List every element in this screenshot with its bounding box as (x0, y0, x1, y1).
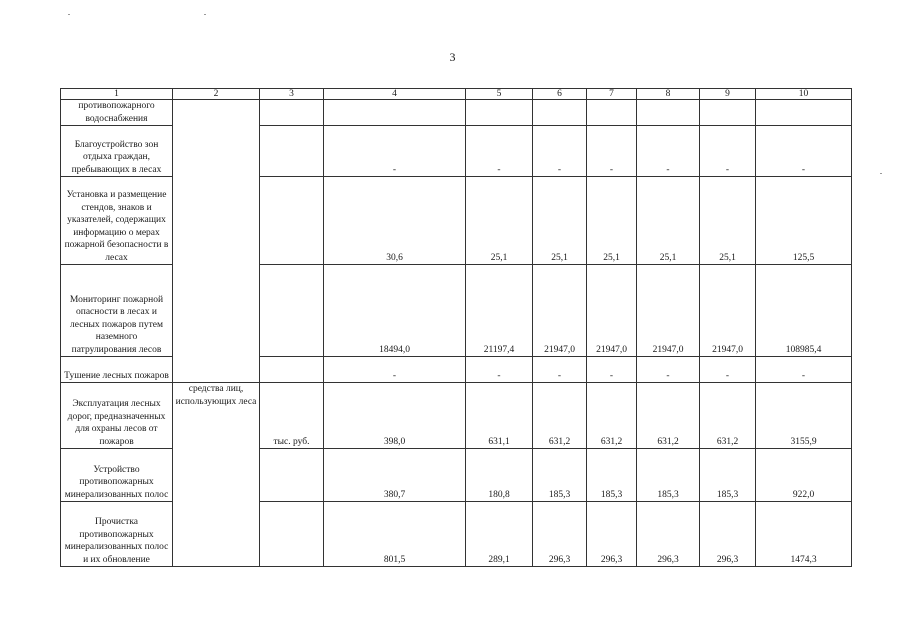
value-cell: - (756, 126, 852, 177)
scan-speck (68, 14, 70, 15)
value-cell: 25,1 (587, 177, 637, 265)
header-cell: 1 (61, 89, 173, 100)
value-cell: 296,3 (587, 502, 637, 567)
value-cell: 296,3 (637, 502, 700, 567)
value-cell: 21197,4 (466, 265, 533, 357)
value-cell: 631,2 (533, 383, 587, 449)
value-cell: 289,1 (466, 502, 533, 567)
value-cell: 30,6 (324, 177, 466, 265)
header-cell: 3 (260, 89, 324, 100)
header-cell: 8 (637, 89, 700, 100)
header-cell: 9 (700, 89, 756, 100)
value-cell: 180,8 (466, 449, 533, 502)
value-cell: 296,3 (700, 502, 756, 567)
value-cell (324, 100, 466, 126)
value-cell: - (700, 357, 756, 383)
scan-speck (880, 173, 882, 174)
unit-cell (260, 126, 324, 177)
scan-speck (204, 14, 206, 15)
value-cell: 21947,0 (587, 265, 637, 357)
row-name: Эксплуатация лесных дорог, предназначенных для охраны лесов от пожаров (61, 383, 173, 449)
value-cell: 21947,0 (533, 265, 587, 357)
page-number: 3 (449, 50, 456, 64)
value-cell: 922,0 (756, 449, 852, 502)
value-cell: 631,2 (637, 383, 700, 449)
value-cell: - (324, 357, 466, 383)
row-name: Тушение лесных пожаров (61, 357, 173, 383)
row-name: Благоустройство зон отдыха граждан, пребывающих в лесах (61, 126, 173, 177)
unit-cell (260, 265, 324, 357)
value-cell: - (756, 357, 852, 383)
header-cell: 2 (173, 89, 260, 100)
value-cell: - (637, 357, 700, 383)
value-cell: - (637, 126, 700, 177)
value-cell: 108985,4 (756, 265, 852, 357)
value-cell: - (587, 357, 637, 383)
value-cell (587, 100, 637, 126)
unit-cell (260, 502, 324, 567)
header-cell: 6 (533, 89, 587, 100)
value-cell: 18494,0 (324, 265, 466, 357)
value-cell: 631,1 (466, 383, 533, 449)
value-cell: 25,1 (637, 177, 700, 265)
value-cell: 185,3 (587, 449, 637, 502)
source-cell: средства лиц, использующих леса (173, 383, 260, 567)
unit-cell (260, 357, 324, 383)
value-cell: 25,1 (700, 177, 756, 265)
table-row (61, 100, 852, 126)
value-cell (756, 100, 852, 126)
value-cell: 25,1 (533, 177, 587, 265)
unit-cell: тыс. руб. (260, 383, 324, 449)
value-cell: 185,3 (637, 449, 700, 502)
row-name: противопожарного водоснабжения (61, 100, 173, 126)
row-name: Прочистка противопожарных минерализованных полос и их обновление (61, 502, 173, 567)
value-cell: - (533, 357, 587, 383)
value-cell: 3155,9 (756, 383, 852, 449)
value-cell: 125,5 (756, 177, 852, 265)
value-cell: 185,3 (700, 449, 756, 502)
value-cell: - (466, 126, 533, 177)
value-cell: 380,7 (324, 449, 466, 502)
value-cell: - (466, 357, 533, 383)
value-cell: 801,5 (324, 502, 466, 567)
value-cell: 21947,0 (700, 265, 756, 357)
value-cell: 631,2 (587, 383, 637, 449)
budget-table (60, 88, 852, 567)
value-cell (637, 100, 700, 126)
value-cell: 296,3 (533, 502, 587, 567)
unit-cell (260, 100, 324, 126)
value-cell: 398,0 (324, 383, 466, 449)
row-name: Установка и размещение стендов, знаков и указателей, содержащих информацию о мерах пожарной безопасности в лесах (61, 177, 173, 265)
table-header-row (61, 89, 852, 100)
header-cell: 10 (756, 89, 852, 100)
unit-cell (260, 177, 324, 265)
value-cell: - (587, 126, 637, 177)
row-name: Мониторинг пожарной опасности в лесах и лесных пожаров путем наземного патрулирования лесов (61, 265, 173, 357)
header-cell: 4 (324, 89, 466, 100)
row-name: Устройство противопожарных минерализованных полос (61, 449, 173, 502)
value-cell: 185,3 (533, 449, 587, 502)
source-cell-empty (173, 100, 260, 383)
value-cell: 25,1 (466, 177, 533, 265)
header-cell: 5 (466, 89, 533, 100)
value-cell: 631,2 (700, 383, 756, 449)
header-cell: 7 (587, 89, 637, 100)
value-cell (533, 100, 587, 126)
value-cell: 1474,3 (756, 502, 852, 567)
value-cell: 21947,0 (637, 265, 700, 357)
value-cell (466, 100, 533, 126)
value-cell (700, 100, 756, 126)
value-cell: - (700, 126, 756, 177)
value-cell: - (324, 126, 466, 177)
table-row (61, 383, 852, 449)
unit-cell (260, 449, 324, 502)
value-cell: - (533, 126, 587, 177)
